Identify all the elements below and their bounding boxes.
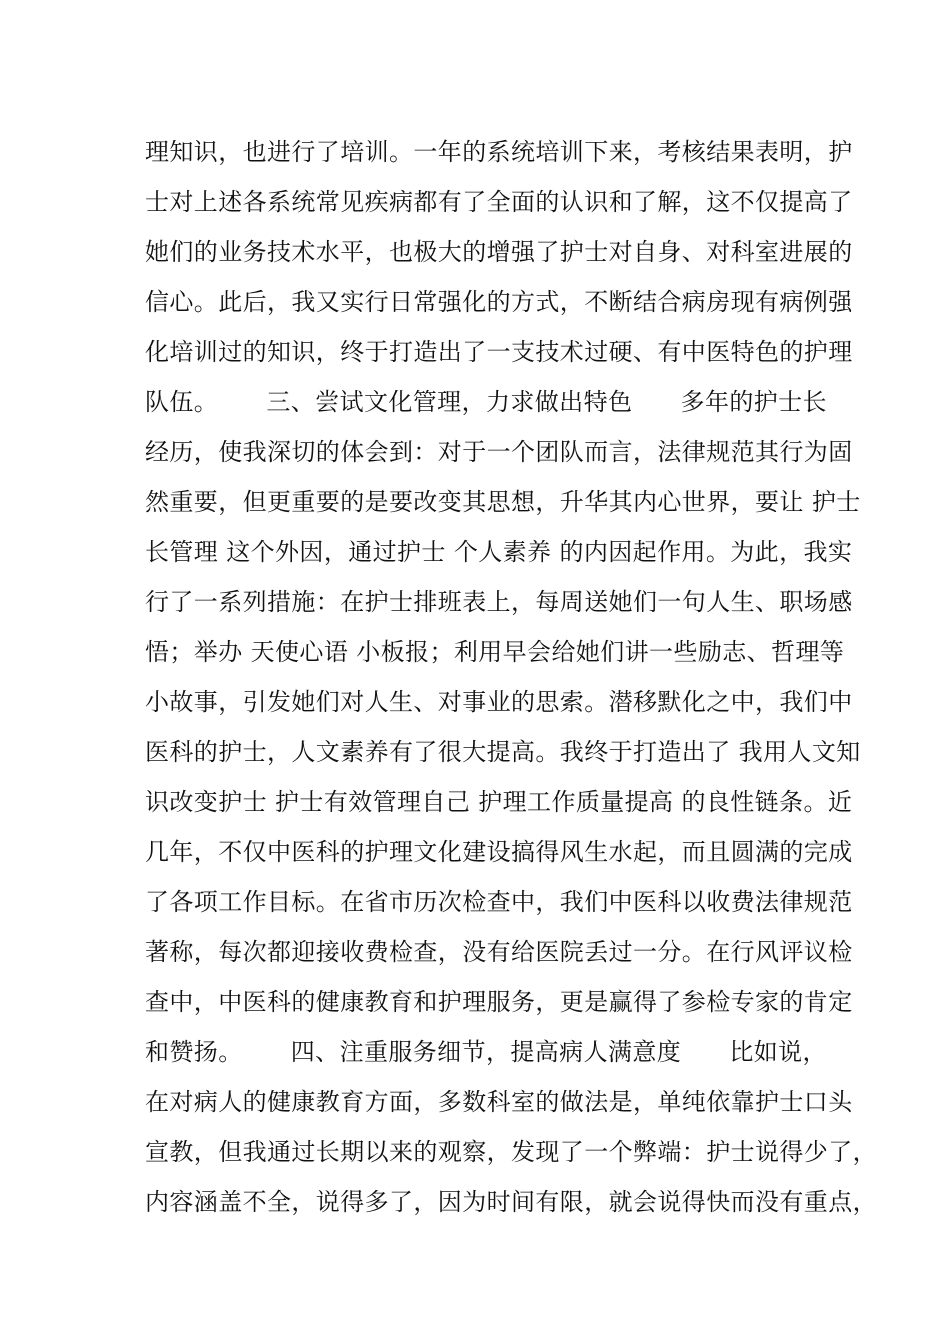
text-line: 查中，中医科的健康教育和护理服务，更是赢得了参检专家的肯定 [145, 988, 853, 1016]
text-line: 著称，每次都迎接收费检查，没有给医院丢过一分。在行风评议检 [145, 938, 853, 966]
text-line: 几年，不仅中医科的护理文化建设搞得风生水起，而且圆满的完成 [145, 838, 853, 866]
text-line: 和赞扬。 四、注重服务细节，提高病人满意度 比如说， [145, 1038, 827, 1066]
text-line: 在对病人的健康教育方面，多数科室的做法是，单纯依靠护士口头 [145, 1088, 853, 1116]
body-text [145, 130, 877, 1230]
text-line: 小故事，引发她们对人生、对事业的思索。潜移默化之中，我们中 [145, 688, 853, 716]
text-line: 然重要，但更重要的是要改变其思想，升华其内心世界，要让 护士 [145, 488, 861, 516]
text-line: 她们的业务技术水平，也极大的增强了护士对自身、对科室进展的 [145, 238, 853, 266]
text-line: 长管理 这个外因，通过护士 个人素养 的内因起作用。为此，我实 [145, 538, 853, 566]
text-line: 宣教，但我通过长期以来的观察，发现了一个弊端：护士说得少了， [145, 1138, 877, 1166]
text-line: 化培训过的知识，终于打造出了一支技术过硬、有中医特色的护理 [145, 338, 853, 366]
text-line: 理知识，也进行了培训。一年的系统培训下来，考核结果表明，护 [145, 138, 853, 166]
text-line: 士对上述各系统常见疾病都有了全面的认识和了解，这不仅提高了 [145, 188, 853, 216]
text-line: 队伍。 三、尝试文化管理，力求做出特色 多年的护士长 [145, 388, 827, 416]
text-line: 经历，使我深切的体会到：对于一个团队而言，法律规范其行为固 [145, 438, 853, 466]
text-line: 信心。此后，我又实行日常强化的方式，不断结合病房现有病例强 [145, 288, 853, 316]
text-line: 医科的护士，人文素养有了很大提高。我终于打造出了 我用人文知 [145, 738, 861, 766]
text-line: 了各项工作目标。在省市历次检查中，我们中医科以收费法律规范 [145, 888, 853, 916]
text-line: 行了一系列措施：在护士排班表上，每周送她们一句人生、职场感 [145, 588, 853, 616]
text-line: 悟；举办 天使心语 小板报；利用早会给她们讲一些励志、哲理等 [145, 638, 845, 666]
text-line: 内容涵盖不全，说得多了，因为时间有限，就会说得快而没有重点， [145, 1188, 877, 1216]
text-line: 识改变护士 护士有效管理自己 护理工作质量提高 的良性链条。近 [145, 788, 853, 816]
